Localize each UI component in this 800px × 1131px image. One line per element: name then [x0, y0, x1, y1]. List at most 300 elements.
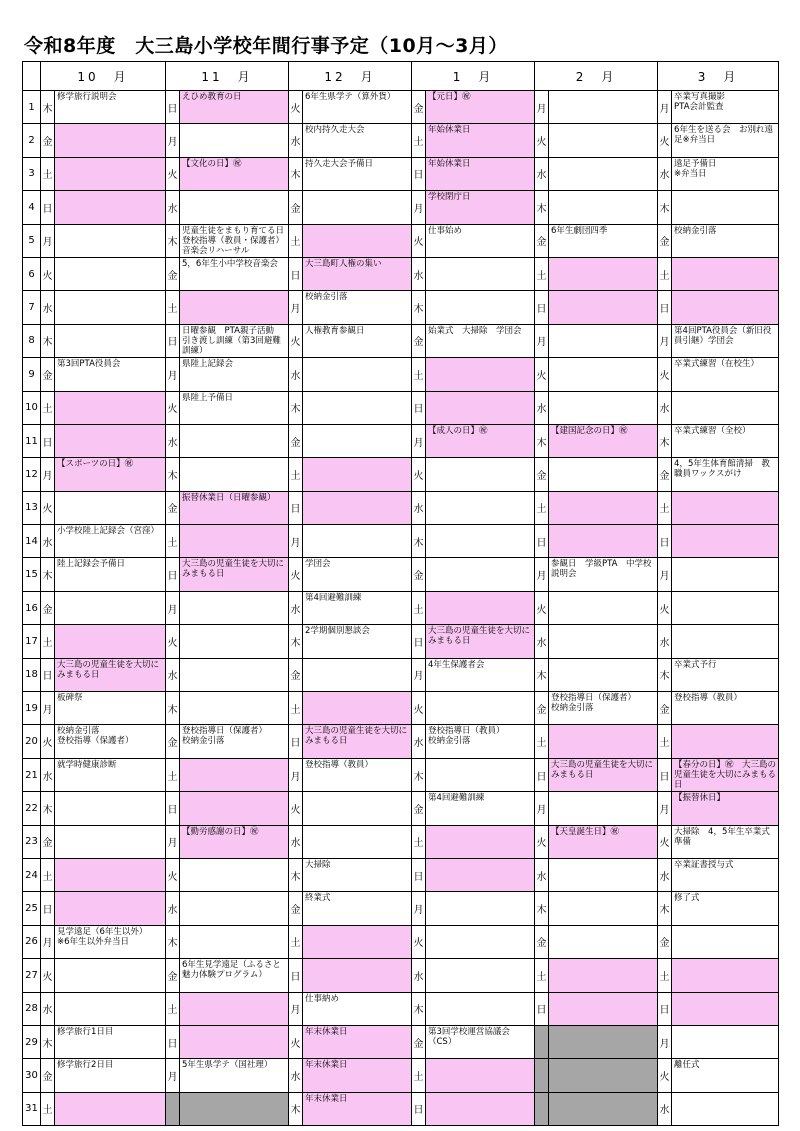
event-cell — [303, 658, 412, 691]
weekday-cell: 水 — [166, 424, 180, 457]
event-cell: 振替休業日（日曜参観） — [180, 491, 289, 524]
weekday-cell: 日 — [166, 91, 180, 124]
day-row — [23, 424, 779, 457]
weekday-cell: 火 — [658, 591, 672, 624]
weekday-cell: 土 — [289, 224, 303, 257]
event-cell — [180, 858, 289, 891]
weekday-cell: 月 — [41, 224, 55, 257]
weekday-cell: 月 — [166, 124, 180, 157]
event-cell: 年始休業日 — [426, 157, 535, 190]
month-header: 10 月 — [41, 62, 166, 91]
weekday-cell: 月 — [535, 558, 549, 591]
weekday-cell: 土 — [412, 358, 426, 391]
weekday-cell: 日 — [41, 658, 55, 691]
weekday-cell: 火 — [535, 358, 549, 391]
event-cell — [549, 291, 658, 324]
event-cell: 【建国記念の日】㊗ — [549, 424, 658, 457]
weekday-cell: 金 — [658, 224, 672, 257]
event-cell: 修学旅行2日目 — [55, 1059, 166, 1092]
weekday-cell: 土 — [41, 157, 55, 190]
event-cell — [426, 858, 535, 891]
event-cell: 4，5年生体育館清掃 教職員ワックスがけ — [672, 458, 779, 491]
weekday-cell: 水 — [658, 1092, 672, 1125]
event-cell: 年末休業日 — [303, 1059, 412, 1092]
day-number: 27 — [23, 959, 41, 992]
weekday-cell: 火 — [289, 1025, 303, 1058]
event-cell — [549, 892, 658, 925]
day-row — [23, 324, 779, 357]
event-cell — [303, 825, 412, 858]
weekday-cell: 火 — [535, 124, 549, 157]
weekday-cell: 日 — [412, 391, 426, 424]
weekday-cell: 土 — [166, 758, 180, 791]
event-cell: 終業式 — [303, 892, 412, 925]
event-cell — [55, 825, 166, 858]
event-cell: 大三島の児童生徒を大切にみまもる日 — [303, 725, 412, 758]
event-cell — [303, 925, 412, 958]
weekday-cell: 金 — [166, 725, 180, 758]
event-cell — [672, 191, 779, 224]
weekday-cell: 日 — [289, 257, 303, 290]
event-cell — [549, 124, 658, 157]
weekday-cell: 木 — [289, 625, 303, 658]
weekday-cell: 金 — [289, 892, 303, 925]
weekday-cell: 水 — [289, 1059, 303, 1092]
day-number: 26 — [23, 925, 41, 958]
event-cell: 登校指導日（保護者） 校納金引落 — [549, 692, 658, 725]
day-row — [23, 157, 779, 190]
event-cell — [426, 257, 535, 290]
weekday-cell: 木 — [535, 424, 549, 457]
weekday-cell: 月 — [166, 825, 180, 858]
event-cell: 2学期個別懇談会 — [303, 625, 412, 658]
weekday-cell: 水 — [535, 157, 549, 190]
event-cell — [55, 191, 166, 224]
event-cell — [549, 191, 658, 224]
event-cell: 第4回避難訓練 — [303, 591, 412, 624]
weekday-cell: 土 — [289, 925, 303, 958]
event-cell — [549, 458, 658, 491]
event-cell — [55, 157, 166, 190]
weekday-cell: 水 — [412, 725, 426, 758]
event-cell — [55, 324, 166, 357]
event-cell — [303, 191, 412, 224]
event-cell — [426, 992, 535, 1025]
schedule-table — [22, 61, 779, 1126]
weekday-cell: 水 — [658, 858, 672, 891]
event-cell — [55, 892, 166, 925]
day-row — [23, 591, 779, 624]
weekday-cell: 水 — [535, 391, 549, 424]
day-row — [23, 692, 779, 725]
weekday-cell: 木 — [41, 792, 55, 825]
schedule-body — [23, 91, 779, 1126]
event-cell: 日曜参観 PTA親子活動 引き渡し訓練（第3回避難訓練） — [180, 324, 289, 357]
weekday-cell: 木 — [41, 91, 55, 124]
weekday-cell: 日 — [289, 725, 303, 758]
event-cell — [303, 424, 412, 457]
day-number: 30 — [23, 1059, 41, 1092]
event-cell: 始業式 大掃除 学団会 — [426, 324, 535, 357]
weekday-cell: 月 — [41, 692, 55, 725]
event-cell — [180, 792, 289, 825]
weekday-cell: 木 — [535, 892, 549, 925]
weekday-cell: 木 — [289, 391, 303, 424]
day-row — [23, 358, 779, 391]
event-cell — [55, 224, 166, 257]
event-cell: 第4回避難訓練 — [426, 792, 535, 825]
event-cell: 仕事始め — [426, 224, 535, 257]
event-cell — [55, 291, 166, 324]
event-cell — [672, 625, 779, 658]
weekday-cell: 火 — [166, 858, 180, 891]
weekday-cell: 木 — [535, 191, 549, 224]
weekday-cell: 日 — [535, 758, 549, 791]
weekday-cell: 水 — [535, 625, 549, 658]
event-cell: 修学旅行1日目 — [55, 1025, 166, 1058]
event-cell: 人権教育参観日 — [303, 324, 412, 357]
day-number: 6 — [23, 257, 41, 290]
event-cell: 校納金引落 — [672, 224, 779, 257]
weekday-cell: 金 — [535, 224, 549, 257]
weekday-cell: 土 — [166, 291, 180, 324]
event-cell — [180, 424, 289, 457]
weekday-cell: 水 — [289, 358, 303, 391]
weekday-cell: 月 — [658, 558, 672, 591]
weekday-cell: 月 — [535, 792, 549, 825]
weekday-cell: 土 — [289, 692, 303, 725]
weekday-cell: 土 — [535, 725, 549, 758]
event-cell: 5年生県学テ（国社理） — [180, 1059, 289, 1092]
event-cell: 年末休業日 — [303, 1025, 412, 1058]
event-cell — [180, 625, 289, 658]
weekday-cell: 火 — [166, 391, 180, 424]
event-cell — [672, 591, 779, 624]
event-cell: 小学校陸上記録会（宮窪） — [55, 525, 166, 558]
event-cell: 離任式 — [672, 1059, 779, 1092]
event-cell: 校納金引落 登校指導（保護者） — [55, 725, 166, 758]
weekday-cell: 土 — [166, 525, 180, 558]
weekday-cell: 土 — [41, 1092, 55, 1125]
day-number: 14 — [23, 525, 41, 558]
weekday-cell: 土 — [535, 257, 549, 290]
weekday-cell: 日 — [658, 992, 672, 1025]
day-row — [23, 558, 779, 591]
month-header: 11 月 — [166, 62, 289, 91]
weekday-cell: 日 — [658, 758, 672, 791]
event-cell — [426, 525, 535, 558]
day-row — [23, 892, 779, 925]
event-cell — [55, 124, 166, 157]
event-cell — [180, 925, 289, 958]
weekday-cell: 金 — [535, 458, 549, 491]
event-cell — [426, 825, 535, 858]
weekday-cell: 土 — [535, 491, 549, 524]
event-cell: 【スポーツの日】㊗ — [55, 458, 166, 491]
event-cell — [549, 858, 658, 891]
weekday-cell: 木 — [658, 658, 672, 691]
event-cell: 4年生保護者会 — [426, 658, 535, 691]
weekday-cell: 月 — [412, 658, 426, 691]
weekday-cell: 木 — [166, 224, 180, 257]
weekday-cell: 月 — [289, 758, 303, 791]
weekday-cell: 水 — [412, 491, 426, 524]
event-cell — [672, 525, 779, 558]
weekday-cell: 土 — [289, 458, 303, 491]
page-title: 令和8年度 大三島小学校年間行事予定（10月～3月） — [24, 35, 508, 57]
weekday-cell: 水 — [41, 291, 55, 324]
weekday-cell: 火 — [535, 591, 549, 624]
weekday-cell: 月 — [166, 1059, 180, 1092]
weekday-cell: 木 — [412, 758, 426, 791]
event-cell: 卒業式練習（在校生） — [672, 358, 779, 391]
weekday-cell: 土 — [412, 1059, 426, 1092]
day-row — [23, 525, 779, 558]
event-cell: 【文化の日】㊗ — [180, 157, 289, 190]
weekday-cell: 土 — [412, 124, 426, 157]
event-cell — [55, 257, 166, 290]
event-cell — [55, 992, 166, 1025]
weekday-cell: 火 — [41, 959, 55, 992]
weekday-cell: 水 — [658, 157, 672, 190]
weekday-cell: 日 — [289, 491, 303, 524]
weekday-cell: 水 — [166, 658, 180, 691]
event-cell — [55, 491, 166, 524]
event-cell — [549, 625, 658, 658]
event-cell — [549, 1059, 658, 1092]
event-cell: 登校指導（教員） — [303, 758, 412, 791]
day-row — [23, 257, 779, 290]
event-cell — [426, 558, 535, 591]
day-number: 22 — [23, 792, 41, 825]
event-cell — [549, 491, 658, 524]
event-cell: 【春分の日】㊗ 大三島の児童生徒を大切にみまもる日 — [672, 758, 779, 791]
event-cell: 校内持久走大会 — [303, 124, 412, 157]
weekday-cell: 月 — [41, 458, 55, 491]
event-cell: 大三島の児童生徒を大切にみまもる日 — [55, 658, 166, 691]
weekday-cell: 日 — [166, 324, 180, 357]
event-cell — [672, 291, 779, 324]
day-row — [23, 858, 779, 891]
event-cell — [180, 191, 289, 224]
weekday-cell: 火 — [289, 558, 303, 591]
event-cell: 卒業証書授与式 — [672, 858, 779, 891]
month-header: 2 月 — [535, 62, 658, 91]
weekday-cell: 火 — [658, 124, 672, 157]
event-cell: 大三島の児童生徒を大切にみまもる日 — [426, 625, 535, 658]
event-cell — [180, 458, 289, 491]
weekday-cell: 日 — [412, 1092, 426, 1125]
event-cell — [180, 1025, 289, 1058]
event-cell — [303, 692, 412, 725]
weekday-cell: 日 — [289, 959, 303, 992]
day-row — [23, 1092, 779, 1125]
weekday-cell: 金 — [412, 324, 426, 357]
event-cell — [672, 992, 779, 1025]
event-cell: 登校指導日（保護者） 校納金引落 — [180, 725, 289, 758]
weekday-cell: 金 — [41, 591, 55, 624]
event-cell: 大三島の児童生徒を大切にみまもる日 — [180, 558, 289, 591]
day-number: 11 — [23, 424, 41, 457]
event-cell — [672, 391, 779, 424]
weekday-cell: 土 — [41, 625, 55, 658]
weekday-cell: 木 — [289, 1092, 303, 1125]
day-row — [23, 391, 779, 424]
weekday-cell: 月 — [289, 291, 303, 324]
event-cell — [549, 525, 658, 558]
day-number: 17 — [23, 625, 41, 658]
weekday-cell — [535, 1025, 549, 1058]
weekday-cell: 月 — [289, 525, 303, 558]
event-cell — [303, 224, 412, 257]
event-cell — [549, 992, 658, 1025]
event-cell: 年末休業日 — [303, 1092, 412, 1125]
event-cell — [426, 591, 535, 624]
day-row — [23, 658, 779, 691]
day-number: 19 — [23, 692, 41, 725]
weekday-cell: 金 — [535, 925, 549, 958]
day-number: 2 — [23, 124, 41, 157]
weekday-cell: 金 — [41, 358, 55, 391]
day-number: 9 — [23, 358, 41, 391]
weekday-cell: 月 — [166, 591, 180, 624]
day-row — [23, 224, 779, 257]
event-cell — [426, 1092, 535, 1125]
weekday-cell: 月 — [658, 91, 672, 124]
event-cell — [55, 792, 166, 825]
weekday-cell — [535, 1092, 549, 1125]
day-row — [23, 1025, 779, 1058]
weekday-cell: 水 — [166, 892, 180, 925]
event-cell — [549, 257, 658, 290]
weekday-cell: 水 — [289, 825, 303, 858]
weekday-cell: 土 — [658, 491, 672, 524]
event-cell — [549, 591, 658, 624]
day-number: 15 — [23, 558, 41, 591]
weekday-cell: 火 — [41, 491, 55, 524]
day-row — [23, 792, 779, 825]
weekday-cell: 月 — [412, 892, 426, 925]
day-row — [23, 1059, 779, 1092]
weekday-cell: 月 — [412, 191, 426, 224]
event-cell — [426, 892, 535, 925]
day-row — [23, 291, 779, 324]
weekday-cell: 土 — [41, 858, 55, 891]
weekday-cell: 日 — [412, 858, 426, 891]
event-cell: 第3回学校運営協議会（CS） — [426, 1025, 535, 1058]
day-number: 3 — [23, 157, 41, 190]
day-row — [23, 625, 779, 658]
event-cell: 【元日】㊗ — [426, 91, 535, 124]
day-number: 31 — [23, 1092, 41, 1125]
event-cell: 県陸上予備日 — [180, 391, 289, 424]
weekday-cell: 水 — [41, 992, 55, 1025]
event-cell — [549, 792, 658, 825]
event-cell: 6年生県学テ（算外貨） — [303, 91, 412, 124]
event-cell: 5，6年生小中学校音楽会 — [180, 257, 289, 290]
event-cell: 児童生徒をまもり育てる日 登校指導（教員・保護者） 音楽会リハーサル — [180, 224, 289, 257]
event-cell — [672, 257, 779, 290]
weekday-cell: 月 — [658, 324, 672, 357]
weekday-cell: 木 — [166, 458, 180, 491]
day-row — [23, 191, 779, 224]
event-cell — [672, 1025, 779, 1058]
weekday-cell: 月 — [658, 792, 672, 825]
event-cell — [55, 391, 166, 424]
event-cell: 大三島の児童生徒を大切にみまもる日 — [549, 758, 658, 791]
event-cell — [303, 525, 412, 558]
event-cell: 遠足予備日 ※弁当日 — [672, 157, 779, 190]
weekday-cell: 木 — [412, 992, 426, 1025]
event-cell — [549, 324, 658, 357]
event-cell — [426, 491, 535, 524]
weekday-cell: 日 — [412, 625, 426, 658]
weekday-cell: 金 — [289, 658, 303, 691]
weekday-cell: 火 — [535, 825, 549, 858]
event-cell — [55, 1092, 166, 1125]
event-cell: 【勤労感謝の日】㊗ — [180, 825, 289, 858]
weekday-cell: 金 — [166, 491, 180, 524]
weekday-cell: 土 — [535, 959, 549, 992]
weekday-cell: 木 — [166, 692, 180, 725]
weekday-cell: 火 — [41, 725, 55, 758]
weekday-cell: 水 — [658, 391, 672, 424]
event-cell: 年始休業日 — [426, 124, 535, 157]
event-cell — [180, 525, 289, 558]
event-cell: 仕事納め — [303, 992, 412, 1025]
event-cell: 登校指導（教員） — [672, 692, 779, 725]
weekday-cell: 日 — [41, 892, 55, 925]
weekday-cell: 木 — [658, 424, 672, 457]
event-cell — [426, 1059, 535, 1092]
weekday-cell: 日 — [412, 157, 426, 190]
weekday-cell: 月 — [535, 91, 549, 124]
event-cell: 6年生見学遠足（ふるさと魅力体験プログラム） — [180, 959, 289, 992]
weekday-cell: 土 — [412, 825, 426, 858]
event-cell — [549, 358, 658, 391]
weekday-cell: 水 — [41, 758, 55, 791]
day-row — [23, 959, 779, 992]
weekday-cell: 火 — [412, 224, 426, 257]
weekday-cell — [166, 1092, 180, 1125]
weekday-cell: 木 — [41, 558, 55, 591]
event-cell — [549, 391, 658, 424]
weekday-cell: 土 — [166, 992, 180, 1025]
day-row — [23, 825, 779, 858]
event-cell — [426, 758, 535, 791]
event-cell — [672, 558, 779, 591]
event-cell — [180, 758, 289, 791]
weekday-cell: 月 — [658, 1025, 672, 1058]
event-cell — [426, 692, 535, 725]
day-row — [23, 925, 779, 958]
event-cell — [549, 91, 658, 124]
day-row — [23, 458, 779, 491]
weekday-cell: 火 — [412, 458, 426, 491]
event-cell — [180, 1092, 289, 1125]
weekday-cell: 木 — [658, 892, 672, 925]
day-number: 5 — [23, 224, 41, 257]
weekday-cell: 木 — [658, 191, 672, 224]
weekday-cell — [535, 1059, 549, 1092]
event-cell: 修学旅行説明会 — [55, 91, 166, 124]
event-cell — [180, 291, 289, 324]
day-number: 24 — [23, 858, 41, 891]
weekday-cell: 木 — [535, 658, 549, 691]
weekday-cell: 金 — [658, 458, 672, 491]
weekday-cell: 火 — [658, 358, 672, 391]
event-cell: 板碑祭 — [55, 692, 166, 725]
